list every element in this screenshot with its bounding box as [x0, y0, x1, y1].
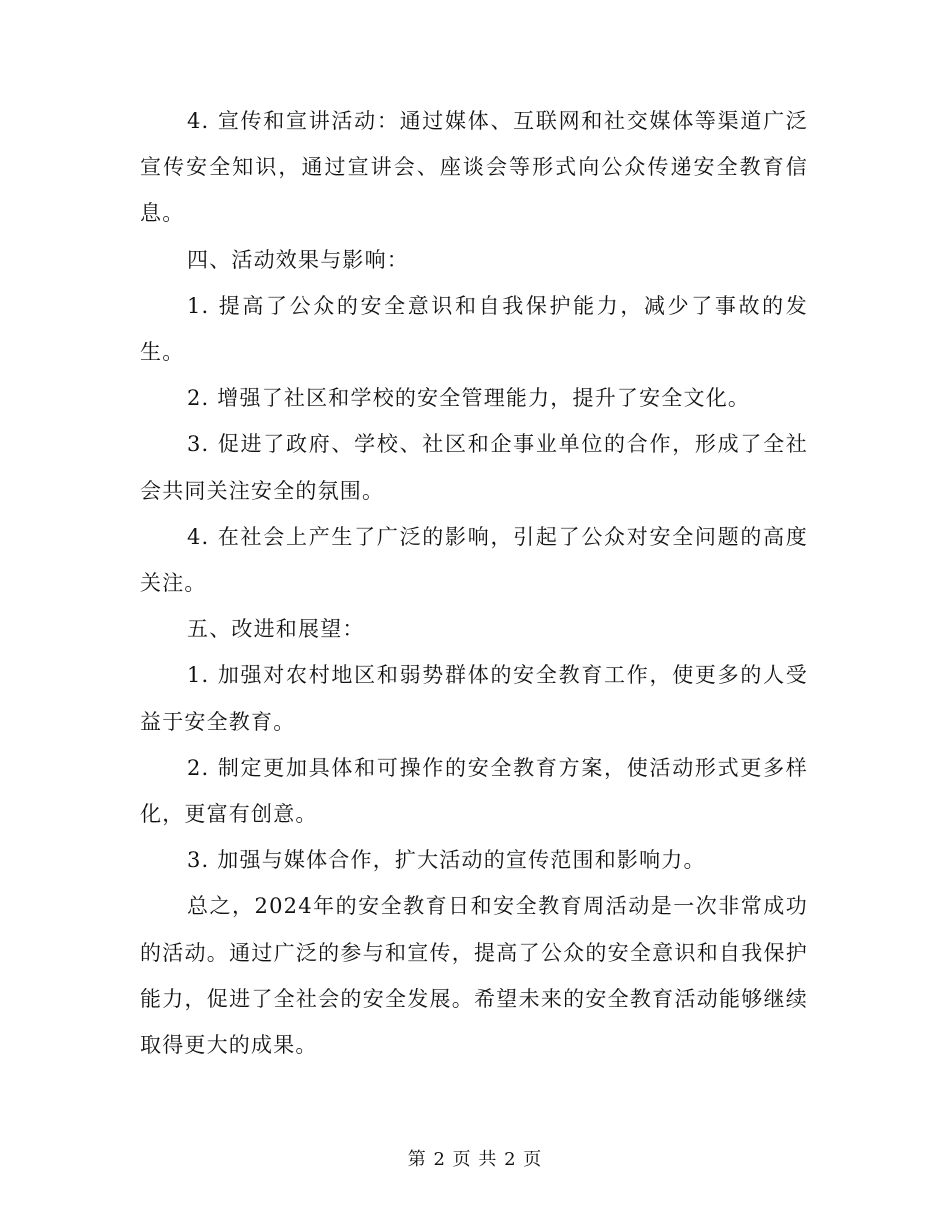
page-footer: [0, 1146, 950, 1174]
section-heading-improvements: 五、改进和展望：: [187, 617, 365, 642]
footer-middle: 页 共: [452, 1149, 498, 1170]
paragraph-effect-4: 4. 在社会上产生了广泛的影响，引起了公众对安全问题的高度关注。: [140, 524, 808, 596]
paragraph-improvement-2: 2. 制定更加具体和可操作的安全教育方案，使活动形式更多样化，更富有创意。: [140, 755, 808, 827]
paragraph-improvement-1: 1. 加强对农村地区和弱势群体的安全教育工作，使更多的人受益于安全教育。: [140, 663, 808, 734]
paragraph-improvement-3: 3. 加强与媒体合作，扩大活动的宣传范围和影响力。: [187, 848, 706, 873]
footer-suffix: 页: [523, 1149, 543, 1170]
footer-prefix: 第: [407, 1149, 427, 1170]
footer-current-page: 2: [433, 1149, 446, 1170]
paragraph-promotion-activities: 4. 宣传和宣讲活动：通过媒体、互联网和社交媒体等渠道广泛宣传安全知识，通过宣讲会、座谈会等形式向公众传递安全教育信息。: [140, 109, 808, 226]
footer-total-pages: 2: [504, 1149, 517, 1170]
paragraph-effect-1: 1. 提高了公众的安全意识和自我保护能力，减少了事故的发生。: [140, 293, 808, 365]
paragraph-effect-3: 3. 促进了政府、学校、社区和企事业单位的合作，形成了全社会共同关注安全的氛围。: [140, 432, 808, 503]
document-body: [140, 98, 808, 1068]
section-heading-effects: 四、活动效果与影响：: [187, 247, 409, 272]
paragraph-effect-2: 2. 增强了社区和学校的安全管理能力，提升了安全文化。: [187, 386, 751, 411]
paragraph-conclusion: 总之，2024年的安全教育日和安全教育周活动是一次非常成功的活动。通过广泛的参与和宣传，提高了公众的安全意识和自我保护能力，促进了全社会的安全发展。希望未来的安全教育活动能够继续取得更大的成果。: [140, 894, 808, 1058]
